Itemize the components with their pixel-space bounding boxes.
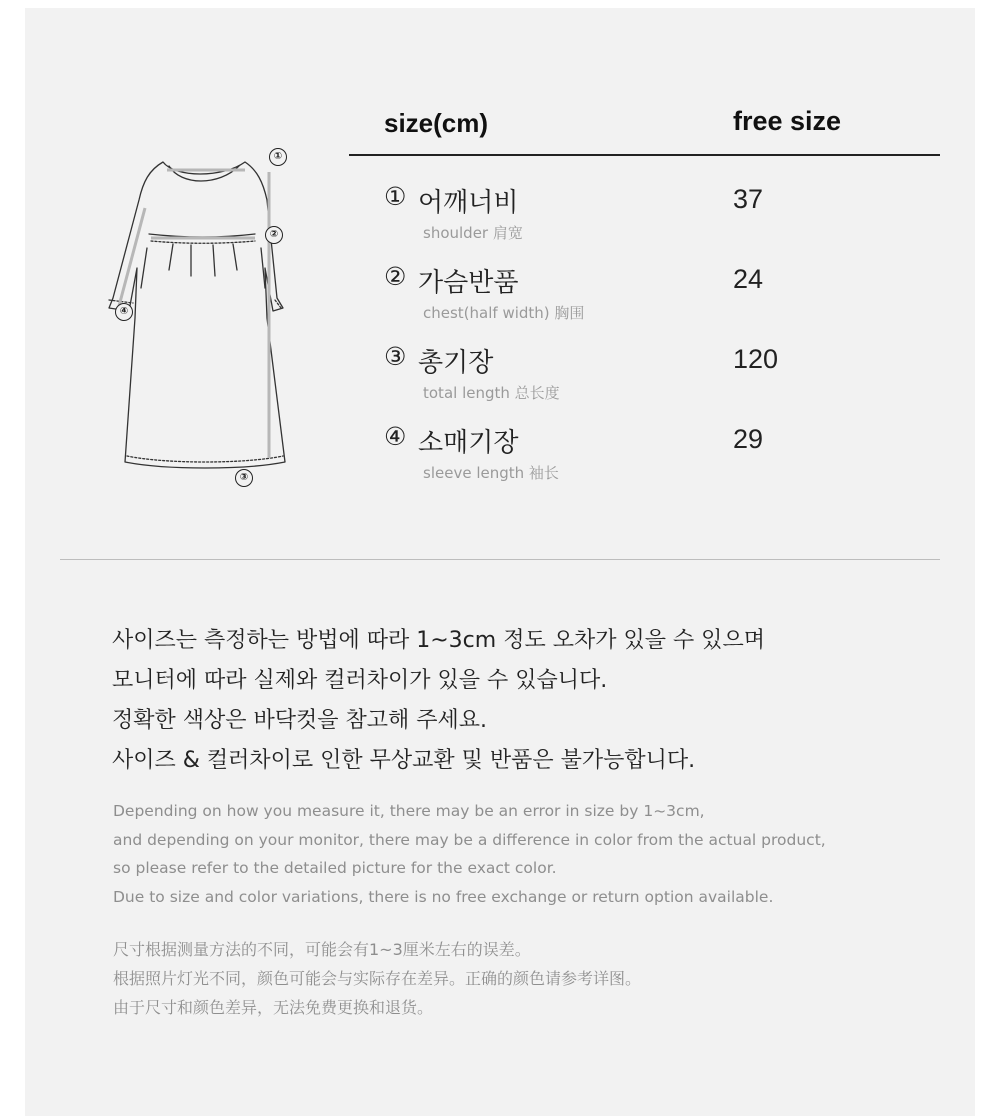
row-label-sub: sleeve length 袖长 bbox=[423, 464, 559, 482]
row-label-sub: total length 总长度 bbox=[423, 384, 560, 402]
notice-english-line: Depending on how you measure it, there may be an error in size by 1~3cm, bbox=[113, 802, 705, 820]
notice-english-line: Due to size and color variations, there is no free exchange or return option available. bbox=[113, 887, 774, 906]
row-label-sub: shoulder 肩宽 bbox=[423, 224, 523, 242]
row-value: 29 bbox=[733, 424, 764, 454]
notice-korean-line: 사이즈는 측정하는 방법에 따라 1~3cm 정도 오차가 있을 수 있으며 bbox=[112, 628, 765, 653]
marker-shoulder-icon: ① bbox=[269, 148, 287, 166]
notice-korean-line: 사이즈 & 컬러차이로 인한 무상교환 및 반품은 불가능합니다. bbox=[112, 748, 696, 773]
notice-chinese-line: 尺寸根据测量方法的不同，可能会有1~3厘米左右的误差。 bbox=[113, 940, 531, 959]
notice-korean bbox=[112, 621, 932, 781]
size-row-total-length bbox=[384, 342, 940, 412]
row-number: ④ bbox=[384, 422, 407, 451]
size-row-sleeve bbox=[384, 422, 940, 492]
row-number: ① bbox=[384, 182, 407, 211]
header-divider bbox=[349, 154, 940, 156]
notice-korean-line: 정확한 색상은 바닥컷을 참고해 주세요. bbox=[112, 708, 487, 733]
row-label-korean: 소매기장 bbox=[418, 428, 519, 458]
row-number: ③ bbox=[384, 342, 407, 371]
row-label-korean: 어깨너비 bbox=[418, 188, 519, 218]
marker-length-icon: ③ bbox=[235, 469, 253, 487]
dress-illustration bbox=[105, 148, 305, 498]
row-number: ② bbox=[384, 262, 407, 291]
row-value: 120 bbox=[733, 344, 779, 374]
notice-chinese bbox=[113, 935, 953, 1022]
row-label-korean: 가슴반품 bbox=[418, 268, 519, 298]
size-column-header: size(cm) bbox=[384, 108, 489, 138]
size-row-shoulder bbox=[384, 182, 940, 252]
marker-chest-icon: ② bbox=[265, 226, 283, 244]
section-divider bbox=[60, 559, 940, 560]
notice-english-line: so please refer to the detailed picture for the exact color. bbox=[113, 859, 557, 877]
dress-outline-icon bbox=[105, 148, 305, 498]
notice-chinese-line: 根据照片灯光不同，颜色可能会与实际存在差异。正确的颜色请参考详图。 bbox=[113, 969, 642, 988]
notice-korean-line: 모니터에 따라 실제와 컬러차이가 있을 수 있습니다. bbox=[112, 668, 608, 693]
marker-sleeve-icon: ④ bbox=[115, 303, 133, 321]
row-value: 24 bbox=[733, 264, 764, 294]
notice-english bbox=[113, 797, 953, 911]
free-size-column-header: free size bbox=[733, 106, 842, 136]
notice-english-line: and depending on your monitor, there may be a difference in color from the actual product, bbox=[113, 830, 826, 849]
row-label-sub: chest(half width) 胸围 bbox=[423, 304, 585, 322]
row-label-korean: 총기장 bbox=[418, 348, 494, 378]
size-guide-card bbox=[25, 8, 975, 1116]
notice-chinese-line: 由于尺寸和颜色差异，无法免费更换和退货。 bbox=[113, 998, 434, 1017]
row-value: 37 bbox=[733, 184, 764, 214]
size-row-chest bbox=[384, 262, 940, 332]
